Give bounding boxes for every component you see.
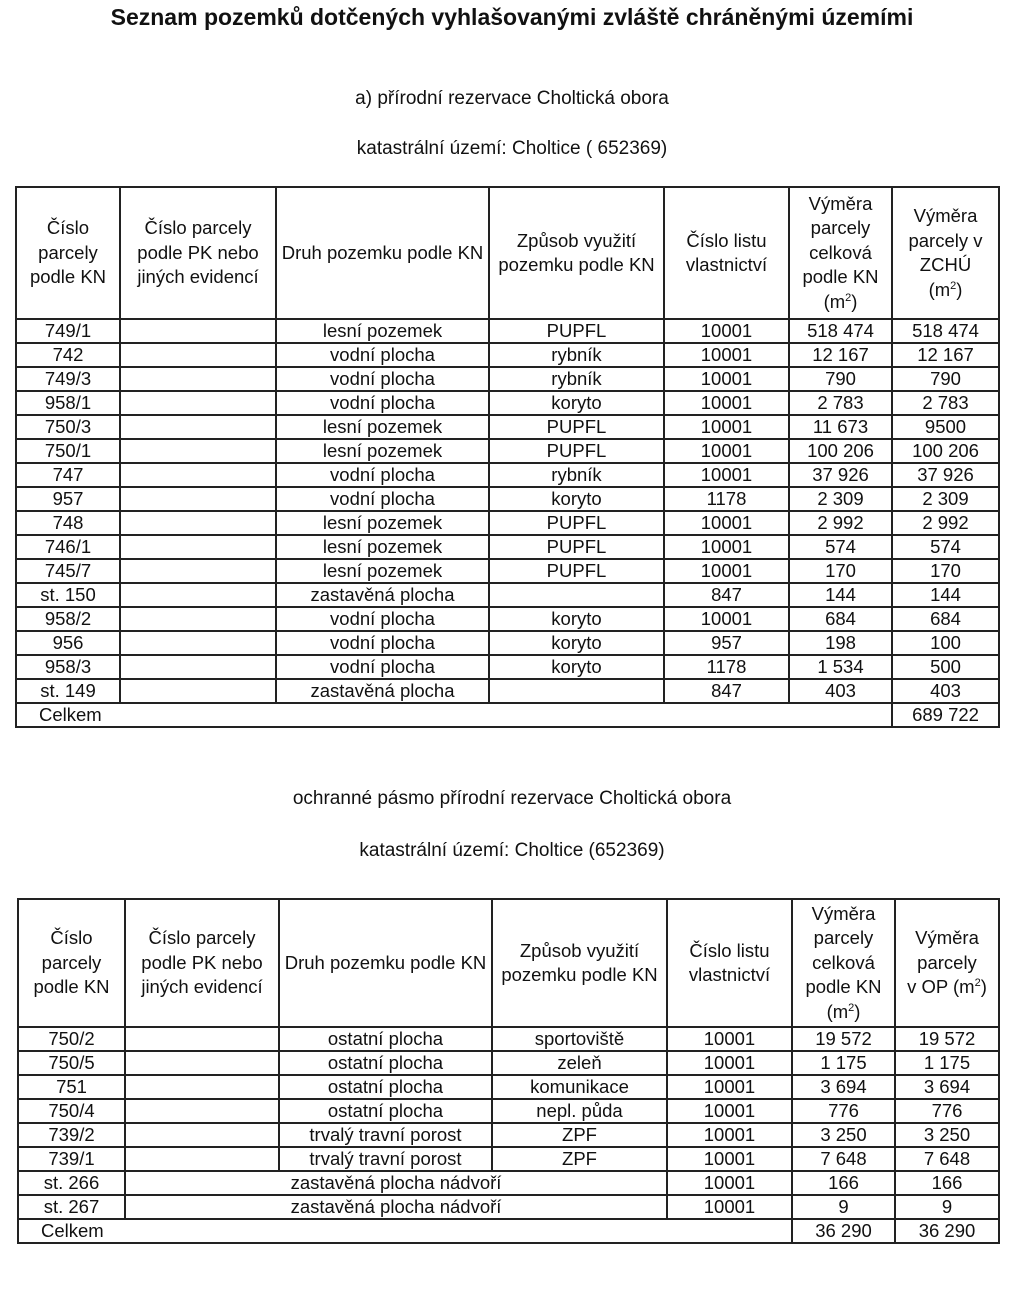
table-cell: komunikace [492,1075,667,1099]
table-cell: 170 [892,559,999,583]
header-land-type: Druh pozemku podle KN [279,899,492,1027]
table-cell: trvalý travní porost [279,1123,492,1147]
table-cell: 10001 [667,1195,792,1219]
table-cell: 10001 [664,319,789,343]
table-row [18,1123,999,1147]
table-cell: 847 [664,679,789,703]
table-cell: lesní pozemek [276,535,489,559]
table-cell: 500 [892,655,999,679]
total-value-area: 36 290 [792,1219,895,1243]
table-cell: 1178 [664,487,789,511]
table-cell: 10001 [664,343,789,367]
header-parcel-pk: Číslo parcely podle PK nebo jiných evidencí [120,187,276,319]
table-cell: koryto [489,655,664,679]
table-cell: lesní pozemek [276,439,489,463]
table-cell: 2 783 [789,391,892,415]
header-ownership-sheet: Číslo listu vlastnictví [664,187,789,319]
total-value-op: 36 290 [895,1219,999,1243]
table-cell: trvalý travní porost [279,1147,492,1171]
table-cell: 19 572 [895,1027,999,1051]
table-cell [120,607,276,631]
table-cell: st. 267 [18,1195,125,1219]
table-cell: ZPF [492,1147,667,1171]
table-cell [125,1099,279,1123]
table-cell: 956 [16,631,120,655]
table-cell [120,439,276,463]
table-cell: 12 167 [892,343,999,367]
table-cell: 750/5 [18,1051,125,1075]
table-cell: 2 992 [892,511,999,535]
table-cell: zeleň [492,1051,667,1075]
table-row [18,1027,999,1051]
table-cell [120,463,276,487]
section-a-cadastre: katastrální území: Choltice ( 652369) [356,138,668,159]
table-row [16,463,999,487]
header-parcel-kn: Číslo parcely podle KN [18,899,125,1027]
table-cell: 10001 [667,1051,792,1075]
table-cell: 19 572 [792,1027,895,1051]
table-cell: 745/7 [16,559,120,583]
table-cell: 10001 [664,415,789,439]
table-row [16,439,999,463]
table-row [16,631,999,655]
table-cell: 10001 [664,367,789,391]
table-cell: st. 150 [16,583,120,607]
table-cell: ostatní plocha [279,1051,492,1075]
table-cell: 790 [892,367,999,391]
table-cell: 684 [892,607,999,631]
table-cell: 751 [18,1075,125,1099]
table-row [16,559,999,583]
table-cell: 747 [16,463,120,487]
table-cell: ostatní plocha [279,1099,492,1123]
header-area-zchu: Výměra parcely v ZCHÚ $(m^2)$ [892,187,999,319]
table-cell: 100 206 [789,439,892,463]
table-cell: 10001 [667,1027,792,1051]
table-cell [125,1075,279,1099]
table-cell: 2 783 [892,391,999,415]
table-cell: ostatní plocha [279,1075,492,1099]
table-cell: 10001 [667,1147,792,1171]
table-cell: 776 [895,1099,999,1123]
table-cell: sportoviště [492,1027,667,1051]
table-cell [120,655,276,679]
table-cell: 750/3 [16,415,120,439]
table-cell: vodní plocha [276,391,489,415]
table-cell: 1 175 [895,1051,999,1075]
section-b-cadastre: katastrální území: Choltice (652369) [359,840,665,861]
header-area-total: Výměra parcely celková podle KN $(m^2)$ [789,187,892,319]
table-cell [125,1123,279,1147]
table-row [16,391,999,415]
table-cell [120,487,276,511]
table-cell: 3 694 [792,1075,895,1099]
table-cell [120,367,276,391]
table-cell: vodní plocha [276,631,489,655]
table-cell: 10001 [667,1099,792,1123]
table-cell: 518 474 [892,319,999,343]
table-cell: vodní plocha [276,367,489,391]
table-cell: 166 [792,1171,895,1195]
table-cell: koryto [489,631,664,655]
table-row [18,1171,999,1195]
table-cell: 847 [664,583,789,607]
table-cell [489,583,664,607]
table-cell: ostatní plocha [279,1027,492,1051]
table-row [16,319,999,343]
header-parcel-kn: Číslo parcely podle KN [16,187,120,319]
table-row [18,1195,999,1219]
header-land-type: Druh pozemku podle KN [276,187,489,319]
table-cell: 100 206 [892,439,999,463]
total-row [18,1219,999,1243]
table-cell: rybník [489,463,664,487]
table-cell: 12 167 [789,343,892,367]
table-cell: koryto [489,487,664,511]
table-cell: 144 [892,583,999,607]
table-cell: 750/1 [16,439,120,463]
table-cell: 403 [789,679,892,703]
table-cell: 790 [789,367,892,391]
table-cell: 10001 [664,463,789,487]
table-cell: 7 648 [792,1147,895,1171]
table-cell: 7 648 [895,1147,999,1171]
table-cell: 957 [664,631,789,655]
table-cell: PUPFL [489,511,664,535]
table-row [18,1147,999,1171]
header-land-use: Způsob využití pozemku podle KN [489,187,664,319]
table-cell [120,415,276,439]
table-cell: 739/1 [18,1147,125,1171]
table-row [18,1099,999,1123]
table-cell: 3 694 [895,1075,999,1099]
table-cell: 10001 [667,1123,792,1147]
table-cell [120,583,276,607]
table-cell: PUPFL [489,439,664,463]
table-cell: 10001 [664,439,789,463]
table-cell: 746/1 [16,535,120,559]
table-cell: lesní pozemek [276,559,489,583]
table-cell: 3 250 [895,1123,999,1147]
table-cell: 742 [16,343,120,367]
table-cell: 10001 [664,511,789,535]
table-cell: 10001 [664,391,789,415]
table-cell [120,511,276,535]
table-cell: PUPFL [489,559,664,583]
table-cell: 2 309 [892,487,999,511]
table-cell: 958/3 [16,655,120,679]
total-label: Celkem [18,1219,792,1243]
table-cell: vodní plocha [276,487,489,511]
table-cell: lesní pozemek [276,415,489,439]
parcel-table-reserve [15,186,1000,728]
table-cell: nepl. půda [492,1099,667,1123]
table-cell: st. 266 [18,1171,125,1195]
table-cell: 144 [789,583,892,607]
table-cell [125,1147,279,1171]
table-cell: 518 474 [789,319,892,343]
table-cell [120,391,276,415]
table-cell: 9 [895,1195,999,1219]
header-area-op: Výměra parcely v OP $(m^2)$ [895,899,999,1027]
table-cell: 750/4 [18,1099,125,1123]
table-cell: PUPFL [489,319,664,343]
table-cell: 2 309 [789,487,892,511]
table-row [16,487,999,511]
table-cell: PUPFL [489,535,664,559]
table-cell: 958/2 [16,607,120,631]
table-cell: rybník [489,343,664,367]
total-row [16,703,999,727]
table-cell: PUPFL [489,415,664,439]
section-b-heading: ochranné pásmo přírodní rezervace Choltická obora [292,788,732,809]
table-cell: 10001 [664,535,789,559]
page-title: Seznam pozemků dotčených vyhlašovanými zvláště chráněnými územími [110,4,914,30]
table-cell [120,559,276,583]
table-cell: 748 [16,511,120,535]
table-cell: 10001 [667,1171,792,1195]
table-row [16,367,999,391]
table-cell: vodní plocha [276,343,489,367]
table-cell: koryto [489,607,664,631]
table-cell: 1178 [664,655,789,679]
total-value: 689 722 [892,703,999,727]
table-cell: 100 [892,631,999,655]
table-cell: 739/2 [18,1123,125,1147]
table-cell [120,631,276,655]
header-ownership-sheet: Číslo listu vlastnictví [667,899,792,1027]
table-cell: 10001 [664,607,789,631]
table-cell: 10001 [667,1075,792,1099]
table-cell: 750/2 [18,1027,125,1051]
table-cell: zastavěná plocha nádvoří [125,1171,667,1195]
table-cell: 574 [892,535,999,559]
table-cell: rybník [489,367,664,391]
table-cell [489,679,664,703]
table-row [16,343,999,367]
table-cell: koryto [489,391,664,415]
table-cell: st. 149 [16,679,120,703]
table-cell: 403 [892,679,999,703]
table-cell: 9500 [892,415,999,439]
parcel-table-buffer-zone [17,898,1000,1244]
table-cell: vodní plocha [276,463,489,487]
section-a-heading: a) přírodní rezervace Choltická obora [355,88,669,109]
table-row [16,511,999,535]
table-cell: 776 [792,1099,895,1123]
table-row [18,1051,999,1075]
header-parcel-pk: Číslo parcely podle PK nebo jiných evidencí [125,899,279,1027]
table-cell [120,343,276,367]
table-cell: 9 [792,1195,895,1219]
table-row [16,655,999,679]
table-cell: 11 673 [789,415,892,439]
table-cell: 574 [789,535,892,559]
table-cell: ZPF [492,1123,667,1147]
table-cell: lesní pozemek [276,511,489,535]
table-cell [120,319,276,343]
table-cell: 2 992 [789,511,892,535]
table-cell: 3 250 [792,1123,895,1147]
table-cell: 749/3 [16,367,120,391]
table-cell: 1 534 [789,655,892,679]
table-cell: 37 926 [892,463,999,487]
table-cell: 170 [789,559,892,583]
table-cell: 10001 [664,559,789,583]
table-cell [120,679,276,703]
table-row [16,535,999,559]
table-cell: 1 175 [792,1051,895,1075]
table-cell: zastavěná plocha [276,679,489,703]
table-cell [120,535,276,559]
table-row [16,583,999,607]
table-cell: 749/1 [16,319,120,343]
table-cell: vodní plocha [276,607,489,631]
table-cell [125,1027,279,1051]
table-cell: zastavěná plocha nádvoří [125,1195,667,1219]
table-cell: vodní plocha [276,655,489,679]
table-cell: 166 [895,1171,999,1195]
table-row [16,679,999,703]
table-cell: lesní pozemek [276,319,489,343]
table-cell: 198 [789,631,892,655]
table-cell: 684 [789,607,892,631]
total-label: Celkem [16,703,892,727]
header-area-total: Výměra parcely celková podle KN $(m^2)$ [792,899,895,1027]
table-cell: 37 926 [789,463,892,487]
table-cell: 958/1 [16,391,120,415]
table-row [16,415,999,439]
table-cell [125,1051,279,1075]
header-land-use: Způsob využití pozemku podle KN [492,899,667,1027]
table-row [18,1075,999,1099]
table-cell: zastavěná plocha [276,583,489,607]
table-cell: 957 [16,487,120,511]
table-row [16,607,999,631]
